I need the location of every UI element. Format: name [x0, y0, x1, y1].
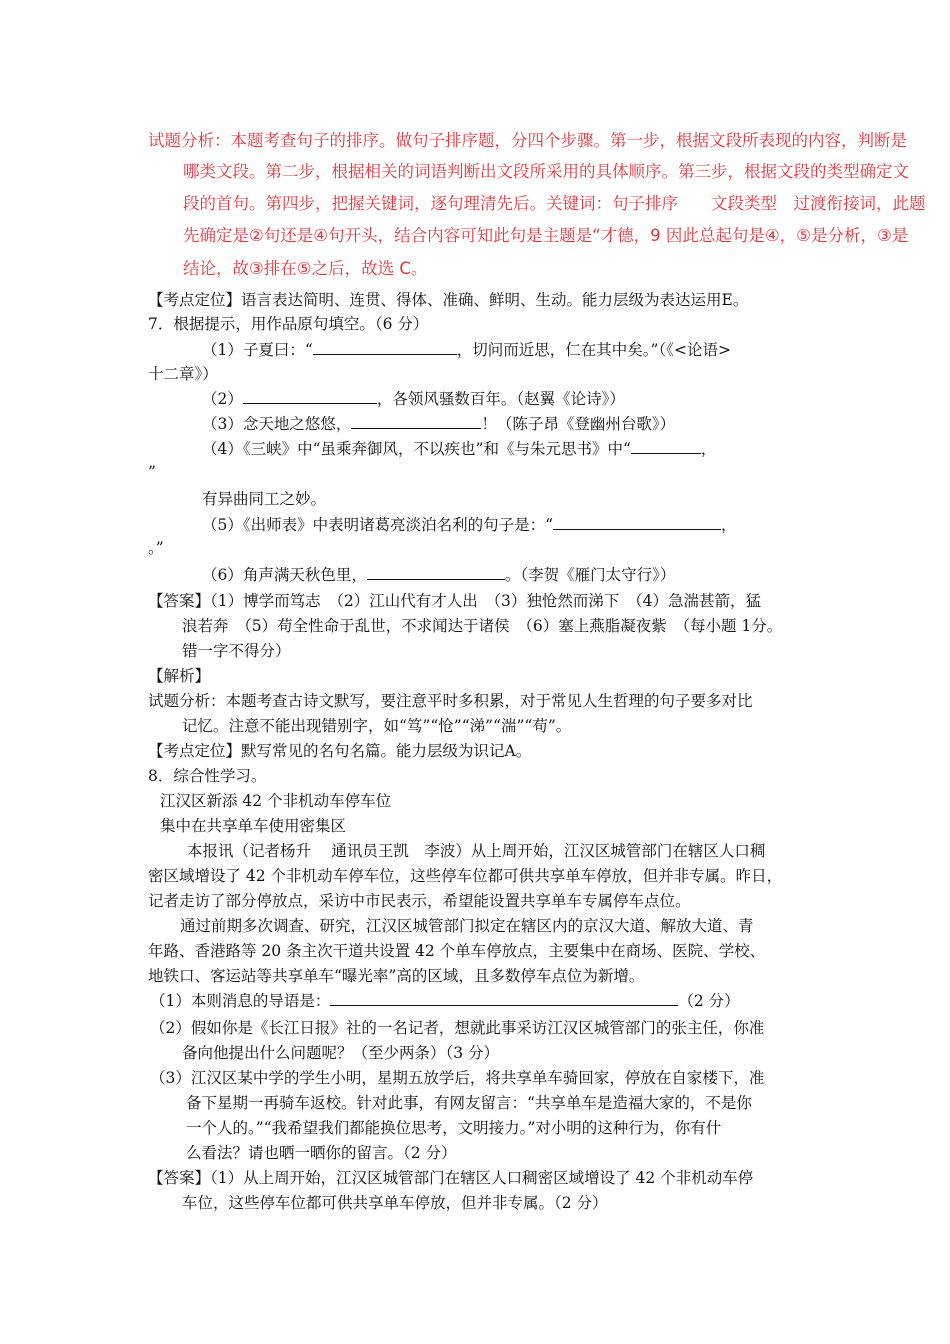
news-p2-line-2: 年路、香港路等 20 条主次干道共设置 42 个单车停放点，主要集中在商场、医院、学校、: [148, 942, 766, 960]
q7-item-6-prefix: （6）角声满天秋色里，: [202, 566, 367, 584]
answer-blank-5[interactable]: [553, 515, 721, 530]
answer-q8-line-2: 车位，这些停车位都可供共享单车停放，但并非专属。（2 分）: [182, 1194, 608, 1212]
q7-item-4-close: ”: [148, 463, 156, 481]
q7-item-2: [202, 388, 625, 410]
q7-item-5-suffix: ，: [721, 516, 737, 534]
analysis-red-line-1: 试题分析：本题考查句子的排序。做句子排序题，分四个步骤。第一步，根据文段所表现的内容，判断是: [148, 131, 907, 150]
answer-blank-1[interactable]: [313, 340, 457, 355]
q7-item-5: [202, 514, 737, 536]
answer-q7-line-3: 错一字不得分）: [182, 642, 291, 660]
q7-item-4-cont: 有异曲同工之妙。: [202, 490, 327, 508]
q7-item-6-suffix: 。（李贺《雁门太守行》）: [504, 566, 676, 584]
q8-sub-2-line-1: （2）假如你是《长江日报》社的一名记者，想就此事采访江汉区城管部门的张主任，你准: [150, 1019, 765, 1037]
q7-item-1: [202, 339, 731, 361]
q7-item-5-prefix: （5）《出师表》中表明诸葛亮淡泊名利的句子是：“: [202, 516, 554, 534]
q8-sub-1-score: （2 分）: [678, 992, 740, 1010]
q7-item-4: [202, 438, 716, 460]
kaodian-q6: 【考点定位】语言表达简明、连贯、得体、准确、鲜明、生动。能力层级为表达运用E。: [148, 291, 749, 309]
q7-title: 7．根据提示，用作品原句填空。（6 分）: [148, 315, 429, 333]
answer-q7-line-2: 浪若奔 （5）苟全性命于乱世，不求闻达于诸侯 （6）塞上燕脂凝夜紫 （每小题 1分。: [182, 617, 783, 635]
analysis-q7-line-1: 试题分析：本题考查古诗文默写，要注意平时多积累，对于常见人生哲理的句子要多对比: [148, 692, 753, 710]
news-p2-line-3: 地铁口、客运站等共享单车“曝光率”高的区域，且多数停车点位为新增。: [148, 967, 645, 985]
q8-title: 8．综合性学习。: [148, 767, 267, 785]
answer-blank-3[interactable]: [351, 414, 481, 429]
answer-blank-lead[interactable]: [330, 991, 678, 1006]
kaodian-q7: 【考点定位】默写常见的名句名篇。能力层级为识记A。: [148, 742, 532, 760]
q7-item-5-close: 。”: [148, 539, 164, 557]
news-p1-line-2: 密区域增设了 42 个非机动车停车位，这些停车位都可供共享单车停放，但并非专属。昨日，: [148, 867, 783, 885]
news-p1-line-3: 记者走访了部分停放点，采访中市民表示，希望能设置共享单车专属停车点位。: [148, 892, 691, 910]
q8-sub-3-line-4: 么看法？请也晒一晒你的留言。（2 分）: [186, 1144, 457, 1162]
analysis-red-line-2: 哪类文段。第二步，根据相关的词语判断出文段所采用的具体顺序。第三步，根据文段的类型确定文: [183, 162, 909, 181]
news-p2-line-1: 通过前期多次调查、研究，江汉区城管部门拟定在辖区内的京汉大道、解放大道、青: [180, 917, 754, 935]
q7-item-6: [202, 564, 675, 586]
news-subheadline: 集中在共享单车使用密集区: [160, 817, 347, 835]
analysis-red-line-5: 结论，故③排在⑤之后，故选 C。: [183, 259, 428, 278]
q7-item-2-suffix: ，各领风骚数百年。（赵翼《论诗》）: [376, 390, 625, 408]
q7-item-4-suffix: ，: [700, 440, 717, 458]
analysis-q7-line-2: 记忆。注意不能出现错别字，如“笃”“怆”“涕”“湍”“苟”。: [182, 717, 572, 735]
q8-sub-3-line-2: 备下星期一再骑车返校。针对此事，有网友留言：“共享单车是造福大家的，不是你: [186, 1094, 752, 1112]
answer-blank-4[interactable]: [631, 439, 701, 454]
answer-blank-2[interactable]: [243, 389, 377, 404]
q7-item-1-suffix: ，切问而近思，仁在其中矣。”（《<论语>: [456, 341, 731, 359]
q7-item-2-prefix: （2）: [202, 390, 243, 408]
answer-q7-line-1: 【答案】（1）博学而笃志 （2）江山代有才人出 （3）独怆然而涕下 （4）急湍甚箭，猛: [148, 592, 761, 610]
q7-item-3-suffix: ！（陈子昂《登幽州台歌》）: [481, 415, 676, 433]
q8-sub-3-line-1: （3）江汉区某中学的学生小明，星期五放学后，将共享单车骑回家，停放在自家楼下，准: [150, 1069, 765, 1087]
q7-item-3-prefix: （3）念天地之悠悠，: [202, 415, 352, 433]
q8-sub-1-prefix: （1）本则消息的导语是：: [150, 992, 331, 1010]
q7-item-1-cont: 十二章》）: [148, 365, 218, 383]
q7-item-4-prefix: （4）《三峡》中“虽乘奔御风，不以疾也”和《与朱元思书》中“: [202, 440, 631, 458]
news-p1-line-1: 本报讯（记者杨升 通讯员王凯 李波）从上周开始，江汉区城管部门在辖区人口稠: [187, 842, 766, 860]
analysis-red-line-4: 先确定是②句还是④句开头，结合内容可知此句是主题是“才德，9 因此总起句是④，⑤是分析，③是: [183, 226, 909, 245]
q8-sub-2-line-2: 备向他提出什么问题呢？（至少两条）（3 分）: [182, 1044, 500, 1062]
jiexi-heading: 【解析】: [148, 667, 211, 685]
analysis-red-line-3: 段的首句。第四步，把握关键词，逐句理清先后。关键词：句子排序 文段类型 过渡衔接词，此题: [183, 194, 926, 213]
answer-blank-6[interactable]: [367, 565, 505, 580]
q8-sub-1: [150, 990, 740, 1012]
q7-item-1-prefix: （1）子夏曰：“: [202, 341, 313, 359]
q7-item-3: [202, 413, 675, 435]
q8-sub-3-line-3: 一个人的。”“我希望我们都能换位思考，文明接力。”对小明的这种行为，你有什: [186, 1119, 722, 1137]
answer-q8-line-1: 【答案】（1）从上周开始，江汉区城管部门在辖区人口稠密区域增设了 42 个非机动车停: [148, 1169, 754, 1187]
news-headline: 江汉区新添 42 个非机动车停车位: [160, 792, 392, 810]
